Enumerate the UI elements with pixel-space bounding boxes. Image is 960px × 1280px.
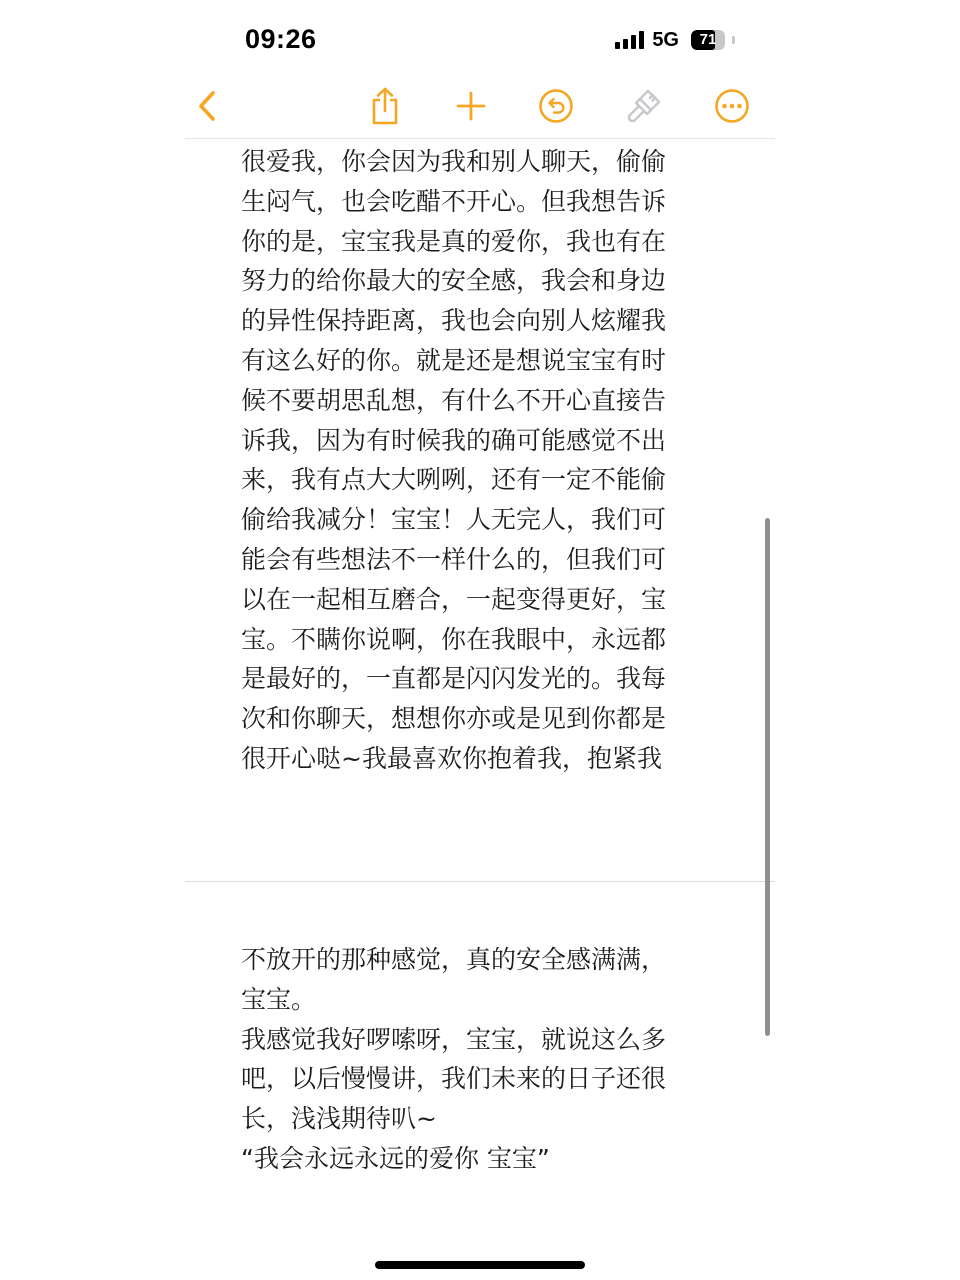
back-button[interactable]	[185, 84, 229, 128]
chevron-left-icon	[192, 89, 222, 123]
undo-icon	[537, 87, 575, 125]
note-body-text[interactable]: 很爱我，你会因为我和别人聊天，偷偷 生闷气，也会吃醋不开心。但我想告诉 你的是，宝宝我是真的爱你，我也有在 努力的给你最大的安全感，我会和身边 的异性保持距离，我也会向别人炫耀我 有这么好的你。就是还是想说宝宝有时 候不要胡思乱想，有什么不开心直接告 诉我，因为有时候我的确可能感觉不出 来，我有点大大咧咧，还有一定不能偷 偷给我减分！宝宝！人无完人，我们可 能会有些想法不一样什么的，但我们可 以在一起相互磨合，一起变得更好，宝 宝。不瞒你说啊，你在我眼中，永远都 是最好的，一直都是闪闪发光的。我每 次和你聊天，想想你亦或是见到你都是 很开心哒~我最喜欢你抱着我，抱紧我	[241, 147, 667, 773]
note-body-text-continued[interactable]: 不放开的那种感觉，真的安全感满满， 宝宝。 我感觉我好啰嗦呀，宝宝，就说这么多 吧，以后慢慢讲，我们未来的日子还很 长，浅浅期待叭~ “我会永远永远的爱你 宝宝”	[241, 945, 667, 1173]
plus-icon	[454, 89, 488, 123]
signal-bars-icon	[615, 31, 644, 49]
ellipsis-circle-icon	[713, 87, 751, 125]
battery-icon	[691, 30, 725, 50]
status-bar	[185, 0, 775, 78]
add-button[interactable]	[449, 84, 493, 128]
status-time: 09:26	[245, 24, 317, 54]
home-indicator[interactable]	[375, 1261, 585, 1269]
undo-button[interactable]	[534, 84, 578, 128]
battery-level: 71	[699, 31, 717, 48]
battery-tip	[732, 36, 735, 44]
markup-button[interactable]	[622, 84, 666, 128]
more-button[interactable]	[710, 84, 754, 128]
status-indicators	[615, 26, 735, 54]
scroll-indicator[interactable]	[765, 518, 770, 1036]
paintbrush-icon	[624, 86, 664, 126]
share-button[interactable]	[363, 84, 407, 128]
notes-toolbar	[185, 78, 775, 139]
page-divider	[185, 881, 775, 882]
share-icon	[368, 86, 402, 126]
network-type: 5G	[652, 28, 679, 51]
